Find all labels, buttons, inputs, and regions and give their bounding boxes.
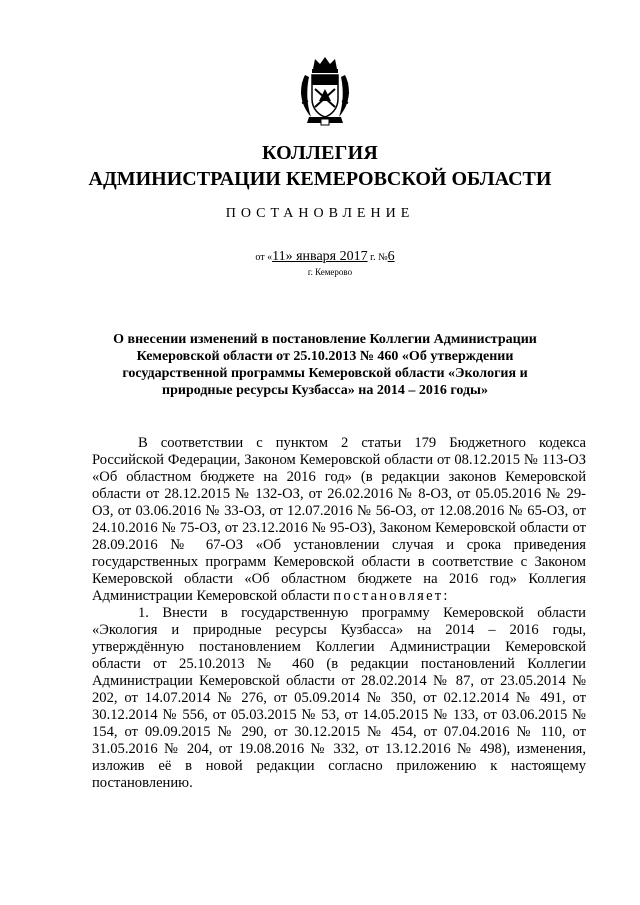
document-type: ПОСТАНОВЛЕНИЕ <box>225 206 415 221</box>
coat-of-arms-icon <box>297 55 353 127</box>
date-month-year: » января 2017 <box>285 249 368 264</box>
date-prefix: от « <box>255 252 273 263</box>
document-body <box>92 435 586 792</box>
document-title: О внесении изменений в постановление Коллегии Администрации Кемеровской области от 25.10.2013 № 460 «Об утверждении государственной программы Кемеровской области «Экология и природные ресурсы Кузбасса» на 2014 – 2016 годы» <box>113 332 537 398</box>
place: г. Кемерово <box>307 267 353 277</box>
decree-verb: постановляет: <box>333 588 450 604</box>
paragraph-preamble <box>92 435 586 605</box>
number-prefix: г. № <box>367 252 388 263</box>
org-name-line1: КОЛЛЕГИЯ <box>261 142 379 164</box>
date-day: 11 <box>272 249 286 264</box>
paragraph-item-1: 1. Внести в государственную программу Кемеровской области «Экология и природные ресурсы Кузбасса» на 2014 – 2016 годы, утверждённую постановлением Коллегии Администрации Кемеровской области от 25.10.2013 № 460 (в редакции постановлений Коллегии Администрации Кемеровской области от 28.02.2014 № 87, от 23.05.2014 № 202, от 14.07.2014 № 276, от 05.09.2014 № 350, от 02.12.2014 № 491, от 30.12.2014 № 556, от 05.03.2015 № 53, от 14.05.2015 № 133, от 03.06.2015 № 154, от 09.09.2015 № 290, от 30.12.2015 № 454, от 07.04.2016 № 110, от 31.05.2016 № 204, от 19.08.2016 № 332, от 13.12.2016 № 498), изменения, изложив её в новой редакции согласно приложению к настоящему постановлению. <box>92 605 586 791</box>
document-number: 6 <box>387 249 395 264</box>
org-name-line2: АДМИНИСТРАЦИИ КЕМЕРОВСКОЙ ОБЛАСТИ <box>88 168 552 190</box>
date-line <box>0 249 640 266</box>
preamble-text: В соответствии с пунктом 2 статьи 179 Бюджетного кодекса Российской Федерации, Законом Кемеровской области от 08.12.2015 № 113-ОЗ «Об областном бюджете на 2016 год» (в редакции законов Кемеровской области от 28.12.2015 № 132-ОЗ, от 26.02.2016 № 8-ОЗ, от 05.05.2016 № 29-ОЗ, от 03.06.2016 № 33-ОЗ, от 12.07.2016 № 56-ОЗ, от 12.08.2016 № 65-ОЗ, от 24.10.2016 № 75-ОЗ, от 23.12.2016 № 95-ОЗ), Законом Кемеровской области от 28.09.2016 № 67-ОЗ «Об установлении случая и срока приведения государственных программ Кемеровской области в соответствие с Законом Кемеровской области «Об областном бюджете на 2016 год» Коллегия Администрации Кемеровской области <box>92 435 586 604</box>
